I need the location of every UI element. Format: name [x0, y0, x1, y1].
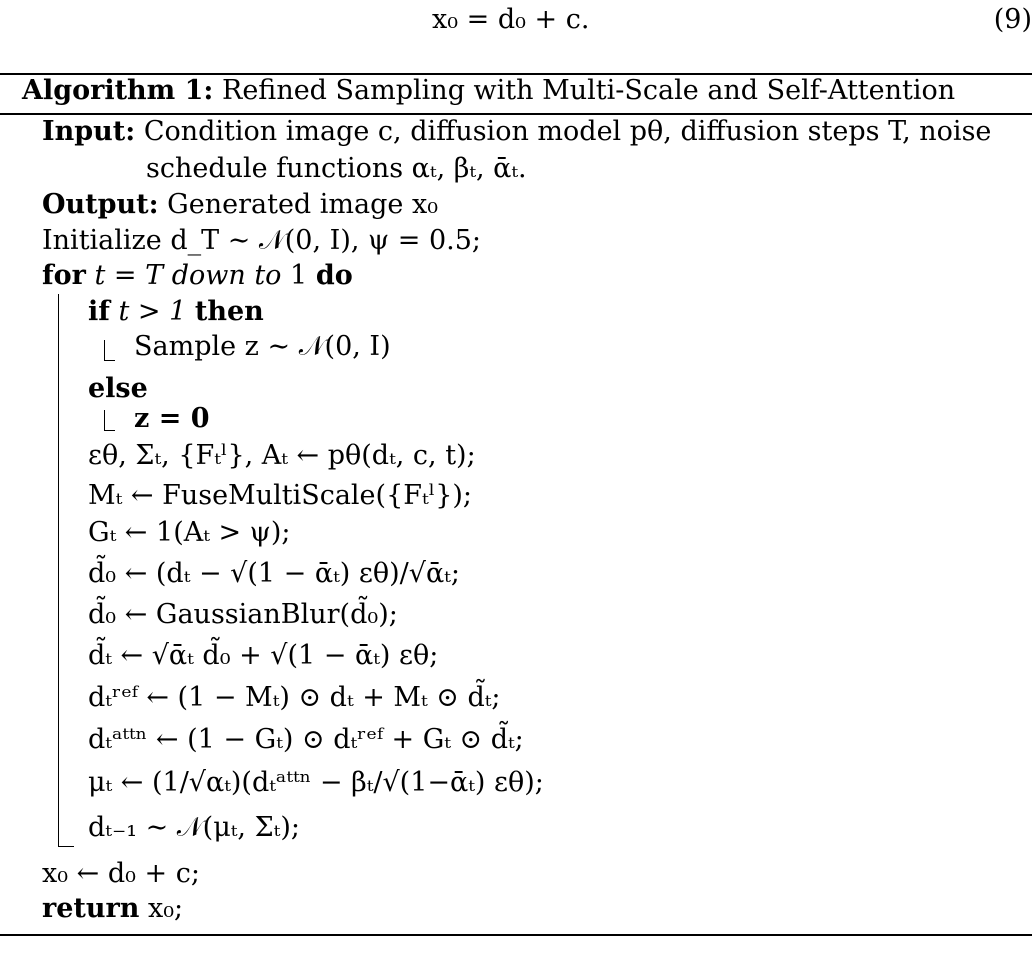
return-keyword: return [42, 893, 140, 924]
input-text: Condition image c, diffusion model pθ, diffusion steps T, noise [143, 116, 992, 147]
input-line [42, 114, 991, 150]
algorithm-bottom-rule [0, 934, 1032, 936]
for-end: 1 [290, 260, 308, 291]
output-label: Output: [42, 189, 159, 220]
for-block-foot [58, 846, 74, 847]
input-label: Input: [42, 116, 136, 147]
equation-number: (9) [993, 4, 1032, 35]
zero-line: z = 0 [134, 403, 210, 434]
else-keyword: else [88, 373, 148, 404]
if-condition: t > 1 [118, 296, 187, 327]
init-line: Initialize d_T ∼ 𝒩(0, I), ψ = 0.5; [42, 225, 482, 256]
else-hook [104, 410, 115, 431]
step-3: Gₜ ← 1(Aₜ > ψ); [88, 517, 291, 548]
for-block-bar [58, 294, 59, 847]
step-5: d̃₀ ← GaussianBlur(d̃₀); [88, 599, 398, 630]
step-6: d̃ₜ ← √ᾱₜ d̃₀ + √(1 − ᾱₜ) εθ; [88, 640, 439, 671]
do-keyword: do [315, 260, 353, 291]
return-value: x₀; [147, 893, 184, 924]
then-keyword: then [194, 296, 264, 327]
step-1: εθ, Σₜ, {Fₜˡ}, Aₜ ← pθ(dₜ, c, t); [88, 440, 476, 471]
for-line [42, 258, 353, 294]
return-line [42, 891, 183, 927]
algorithm-label: Algorithm 1: [22, 75, 214, 106]
equation-body: x₀ = d₀ + c. [432, 4, 590, 35]
step-9: μₜ ← (1/√αₜ)(dₜᵃᵗᵗⁿ − βₜ/√(1−ᾱₜ) εθ); [88, 767, 544, 798]
input-text-2: schedule functions αₜ, βₜ, ᾱₜ. [146, 153, 527, 184]
for-keyword: for [42, 260, 86, 291]
sample-line: Sample z ∼ 𝒩(0, I) [134, 331, 391, 362]
output-line [42, 187, 438, 223]
input-line-2 [146, 151, 527, 187]
step-10: dₜ₋₁ ∼ 𝒩(μₜ, Σₜ); [88, 812, 300, 843]
if-line [88, 294, 264, 330]
algorithm-title-text: Refined Sampling with Multi-Scale and Self-Attention [222, 75, 956, 106]
step-4: d̃₀ ← (dₜ − √(1 − ᾱₜ) εθ)/√ᾱₜ; [88, 558, 460, 589]
output-text: Generated image x₀ [167, 189, 439, 220]
step-8: dₜᵃᵗᵗⁿ ← (1 − Gₜ) ⊙ dₜʳᵉᶠ + Gₜ ⊙ d̃ₜ; [88, 724, 524, 755]
equation [0, 4, 1032, 44]
for-var: t = T [94, 260, 164, 291]
algorithm-title [22, 75, 955, 106]
if-keyword: if [88, 296, 110, 327]
for-downto: down to [171, 260, 282, 291]
if-hook [104, 340, 115, 361]
step-2: Mₜ ← FuseMultiScale({Fₜˡ}); [88, 480, 472, 511]
step-7: dₜʳᵉᶠ ← (1 − Mₜ) ⊙ dₜ + Mₜ ⊙ d̃ₜ; [88, 682, 501, 713]
final-line: x₀ ← d₀ + c; [42, 858, 200, 889]
